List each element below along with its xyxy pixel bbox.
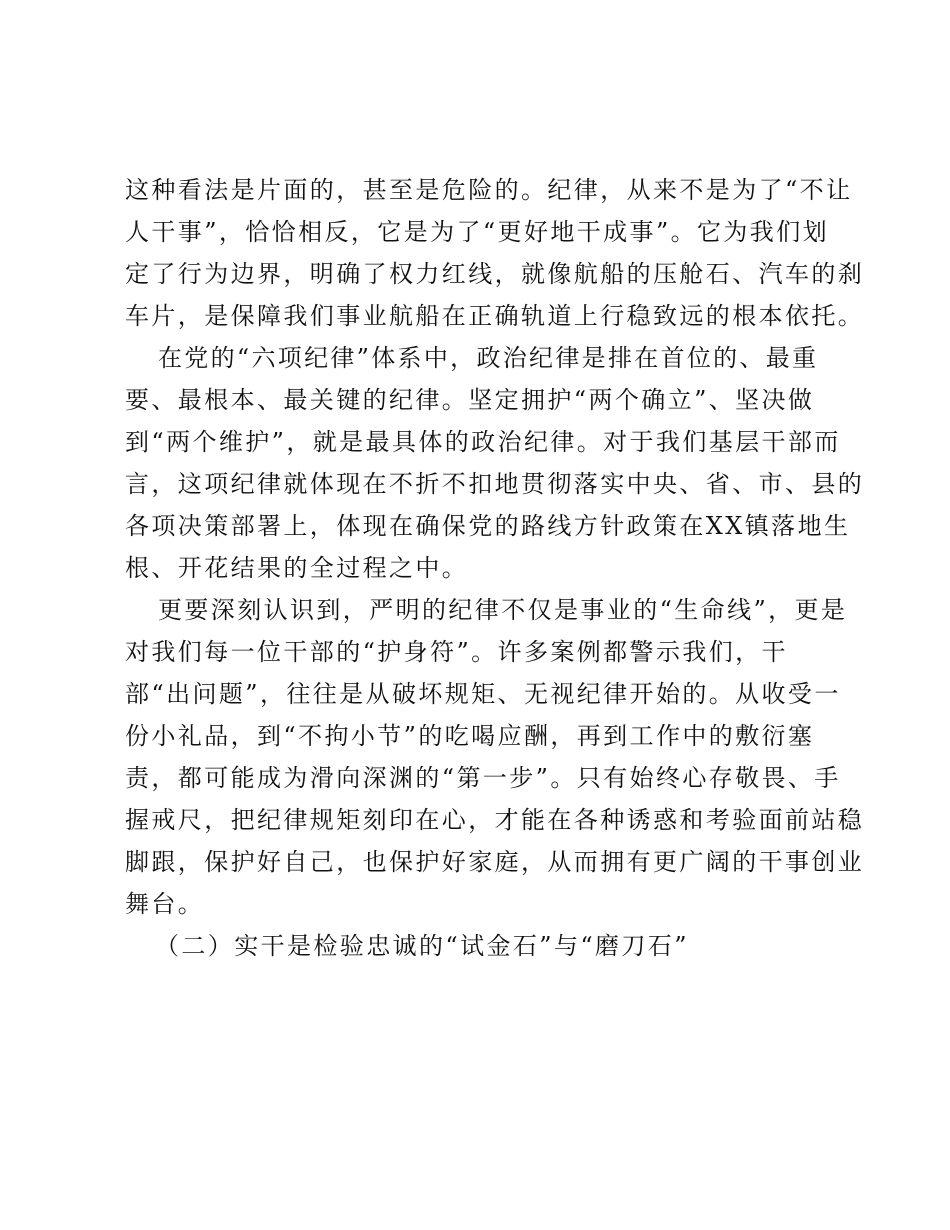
text-line: 根、开花结果的全过程之中。 xyxy=(125,554,469,582)
text-line: 到“两个维护”，就是最具体的政治纪律。对于我们基层干部而 xyxy=(125,428,841,456)
text-line: 脚跟，保护好自己，也保护好家庭，从而拥有更广阔的干事创业 xyxy=(125,848,865,876)
section-heading: （二）实干是检验忠诚的“试金石”与“磨刀石” xyxy=(155,932,689,960)
text-line: 车片，是保障我们事业航船在正确轨道上行稳致远的根本依托。 xyxy=(125,302,865,330)
text-line: 要、最根本、最关键的纪律。坚定拥护“两个确立”、坚决做 xyxy=(125,386,815,414)
text-line: 言，这项纪律就体现在不折不扣地贯彻落实中央、省、市、县的 xyxy=(125,470,865,498)
paragraph-first-line: 更要深刻认识到，严明的纪律不仅是事业的“生命线”，更是 xyxy=(158,596,848,624)
text-line: 定了行为边界，明确了权力红线，就像航船的压舱石、汽车的刹 xyxy=(125,260,865,288)
text-line: 握戒尺，把纪律规矩刻印在心，才能在各种诱惑和考验面前站稳 xyxy=(125,806,865,834)
text-line: 部“出问题”，往往是从破坏规矩、无视纪律开始的。从收受一 xyxy=(125,680,841,708)
text-line: 各项决策部署上，体现在确保党的路线方针政策在XX镇落地生 xyxy=(125,512,851,540)
text-line: 份小礼品，到“不拘小节”的吃喝应酬，再到工作中的敷衍塞 xyxy=(125,722,815,750)
paragraph-first-line: 在党的“六项纪律”体系中，政治纪律是排在首位的、最重 xyxy=(158,344,819,372)
text-line: 对我们每一位干部的“护身符”。许多案例都警示我们，干 xyxy=(125,638,788,666)
text-line: 舞台。 xyxy=(125,890,205,918)
text-line: 这种看法是片面的，甚至是危险的。纪律，从来不是为了“不让 xyxy=(125,176,853,204)
text-line: 人干事”，恰恰相反，它是为了“更好地干成事”。它为我们划 xyxy=(125,218,830,246)
text-line: 责，都可能成为滑向深渊的“第一步”。只有始终心存敬畏、手 xyxy=(125,764,841,792)
